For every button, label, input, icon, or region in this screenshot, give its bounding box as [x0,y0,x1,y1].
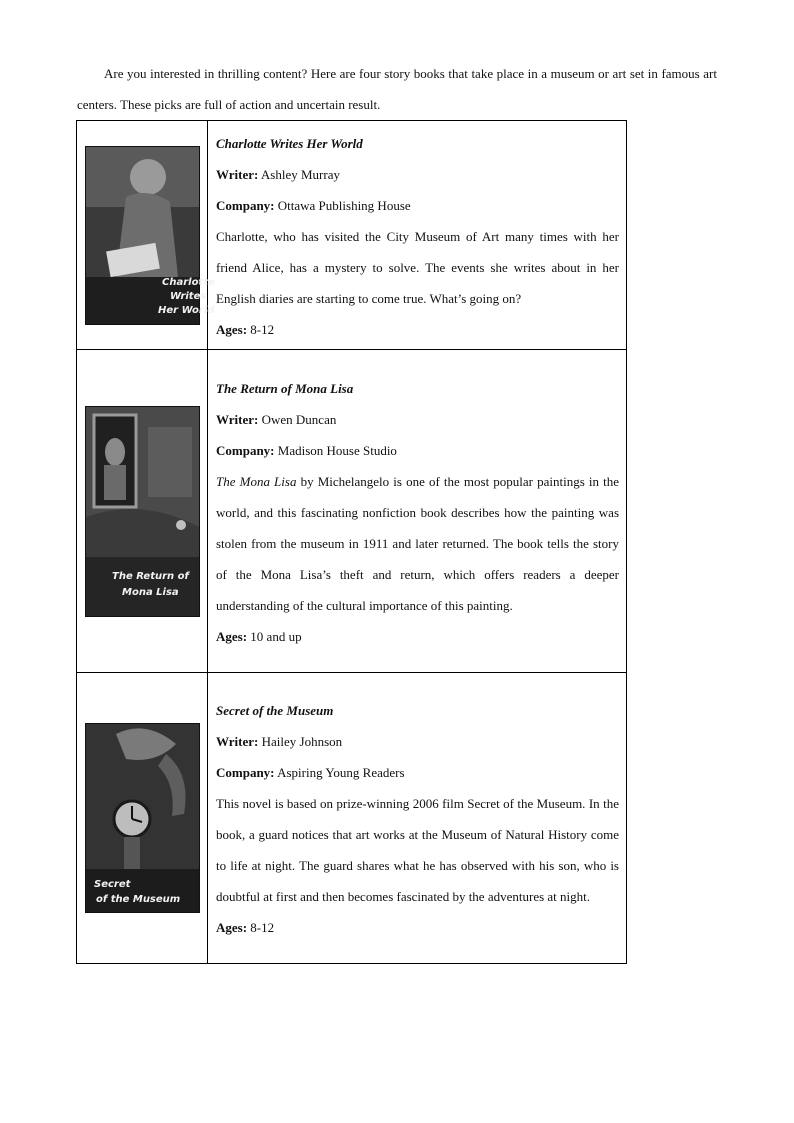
book-table [76,120,627,964]
writer-label: Writer: [216,166,259,182]
ages-label: Ages: [216,920,248,935]
table-row [77,350,627,673]
cover-text-line: Secret [93,879,130,890]
book-ages [216,912,619,943]
book-company [216,757,619,788]
book-description: This novel is based on prize-winning 2006 film Secret of the Museum. In the book, a guard notices that art works at the Museum of Natural History come to life at night. The guard shares what he has observed with his son, who is doubtful at first and then becomes fascinated by the adventures at night. [216,796,619,904]
book-writer [216,726,619,757]
book-info-cell [208,121,627,350]
book-cover-secret-museum [85,723,200,913]
company-value: Aspiring Young Readers [277,765,405,780]
company-label: Company: [216,197,275,213]
ages-value: 10 and up [250,628,302,644]
company-value: Ottawa Publishing House [277,197,411,213]
description-italic: The Mona Lisa [216,473,297,489]
book-title: Secret of the Museum [216,703,334,718]
cover-text-line: Charlotte [161,276,215,288]
cover-cell [77,350,208,673]
cover-cell [77,121,215,350]
writer-value: Ashley Murray [260,166,340,182]
writer-value: Owen Duncan [261,411,337,427]
intro-paragraph: Are you interested in thrilling content? Here are four story books that take place in a museum or art set in famous art centers. These picks are full of action and uncertain result. [77,66,717,112]
company-value: Madison House Studio [277,442,397,458]
book-writer [216,159,619,190]
book-ages [216,314,619,345]
book-description: Charlotte, who has visited the City Museum of Art many times with her friend Alice, has a mystery to solve. The events she writes about in her English diaries are starting to come true. What’s going on? [216,228,619,306]
table-row [77,121,627,350]
ages-label: Ages: [216,628,248,644]
company-label: Company: [216,442,275,458]
ages-value: 8-12 [250,321,275,337]
cover-text-line: The Return of [111,570,189,582]
cover-text-line: of the Museum [95,894,180,905]
ages-label: Ages: [216,321,248,337]
book-title: The Return of Mona Lisa [216,380,354,396]
cover-text-line: Her World [157,304,214,316]
book-description [216,466,619,621]
cover-text-line: Writes [169,290,206,302]
book-cover-charlotte [85,146,215,325]
book-title: Charlotte Writes Her World [216,135,363,151]
book-info-cell [208,673,627,964]
cover-text-line: Mona Lisa [121,586,179,598]
writer-label: Writer: [216,734,259,749]
book-company [216,190,619,221]
book-company [216,435,619,466]
writer-value: Hailey Johnson [261,734,343,749]
company-label: Company: [216,765,275,780]
book-info-cell [208,350,627,673]
book-cover-mona-lisa [85,406,200,617]
book-writer [216,404,619,435]
ages-value: 8-12 [250,920,275,935]
table-row [77,673,627,964]
book-ages [216,621,619,652]
cover-cell [77,673,208,964]
writer-label: Writer: [216,411,259,427]
description-text: by Michelangelo is one of the most popular paintings in the world, and this fascinating nonfiction book describes how the painting was stolen from the museum in 1911 and later returned. The book tells the story of the Mona Lisa’s theft and return, which offers readers a deeper understanding of the cultural importance of this painting. [216,473,620,613]
